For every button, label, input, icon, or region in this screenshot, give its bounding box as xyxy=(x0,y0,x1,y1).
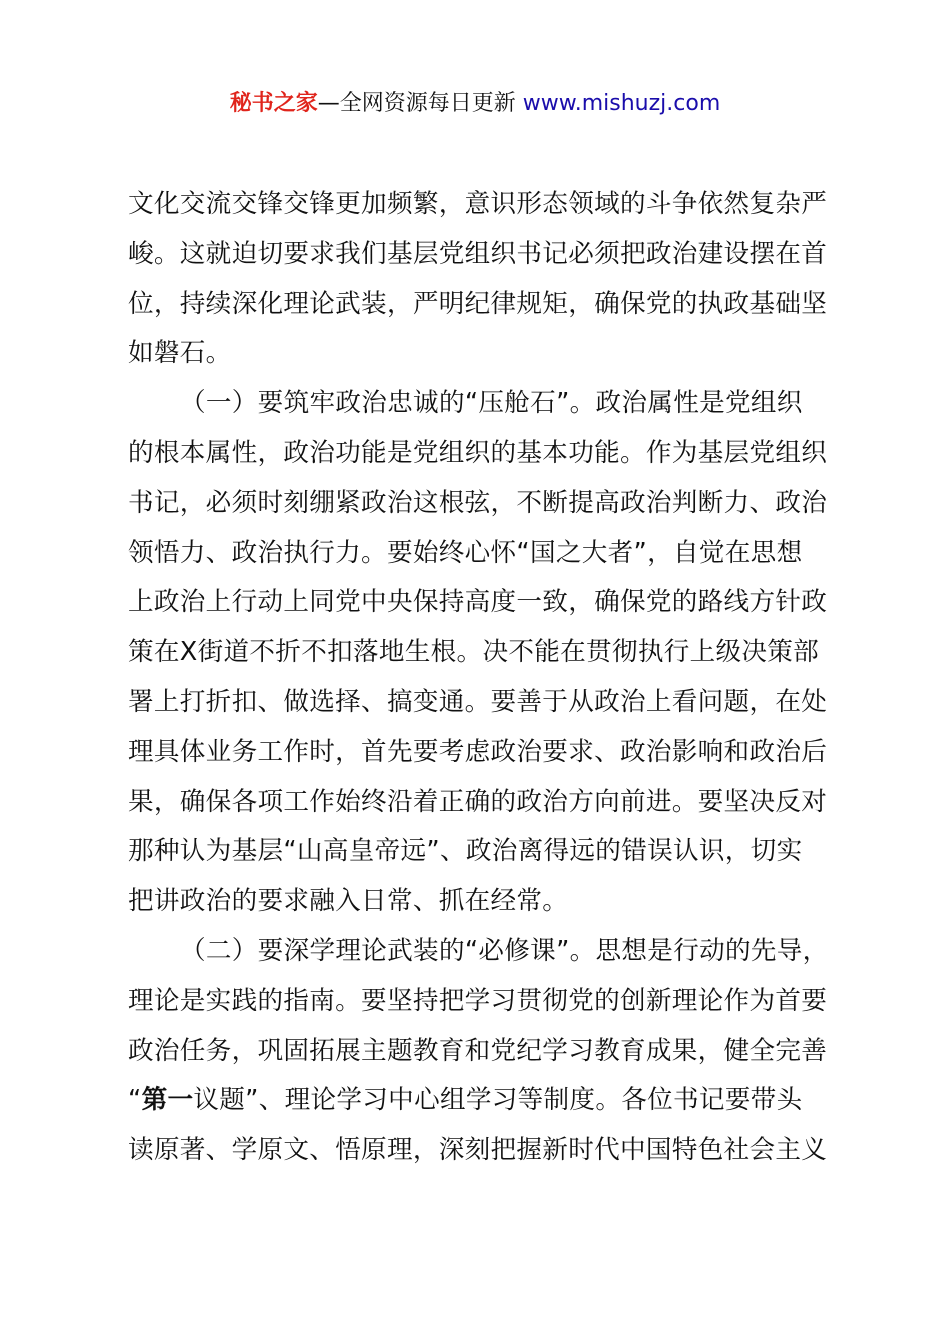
text-line: 领悟力、政治执行力。要始终心怀“国之大者”，自觉在思想 xyxy=(128,537,803,568)
document-body xyxy=(128,180,834,1176)
text-line: 政治任务，巩固拓展主题教育和党纪学习教育成果，健全完善 xyxy=(128,1035,828,1066)
text-line: 读原著、学原文、悟原理，深刻把握新时代中国特色社会主义 xyxy=(128,1135,828,1166)
text-line: 位，持续深化理论武装，严明纪律规矩，确保党的执政基础坚 xyxy=(128,288,828,319)
text-line: 峻。这就迫切要求我们基层党组织书记必须把政治建设摆在首 xyxy=(128,238,828,269)
section-heading-line: （二）要深学理论武装的“必修课”。思想是行动的先导， xyxy=(180,935,829,966)
text-line: 上政治上行动上同党中央保持高度一致，确保党的路线方针政 xyxy=(128,587,828,618)
text-line: 署上打折扣、做选择、搞变通。要善于从政治上看问题，在处 xyxy=(128,686,828,717)
header-url-link[interactable]: www.mishuzj.com xyxy=(522,91,721,116)
text-line: 那种认为基层“山高皇帝远”、政治离得远的错误认识，切实 xyxy=(128,836,803,867)
text-line: 书记，必须时刻绷紧政治这根弦，不断提高政治判断力、政治 xyxy=(128,487,828,518)
line-rest: 议题”、理论学习中心组学习等制度。各位书记要带头 xyxy=(193,1085,803,1116)
page-header xyxy=(0,86,950,122)
bold-term: 第一 xyxy=(141,1085,194,1116)
text-line: 的根本属性，政治功能是党组织的基本功能。作为基层党组织 xyxy=(128,437,828,468)
header-tagline: —全网资源每日更新 xyxy=(317,91,523,116)
open-quote: “ xyxy=(128,1085,142,1116)
text-line: 把讲政治的要求融入日常、抓在经常。 xyxy=(128,886,569,917)
text-line-mixed xyxy=(128,1076,834,1126)
section-heading-line: （一）要筑牢政治忠诚的“压舱石”。政治属性是党组织 xyxy=(180,388,803,419)
text-line: 如磐石。 xyxy=(128,338,232,369)
text-line: 理论是实践的指南。要坚持把学习贯彻党的创新理论作为首要 xyxy=(128,985,828,1016)
text-line: 理具体业务工作时，首先要考虑政治要求、政治影响和政治后 xyxy=(128,736,828,767)
text-line: 文化交流交锋交锋更加频繁，意识形态领域的斗争依然复杂严 xyxy=(128,189,828,219)
text-line: 策在X街道不折不扣落地生根。决不能在贯彻执行上级决策部 xyxy=(128,637,820,668)
header-brand: 秘书之家 xyxy=(229,91,318,116)
text-line: 果，确保各项工作始终沿着正确的政治方向前进。要坚决反对 xyxy=(128,786,828,817)
